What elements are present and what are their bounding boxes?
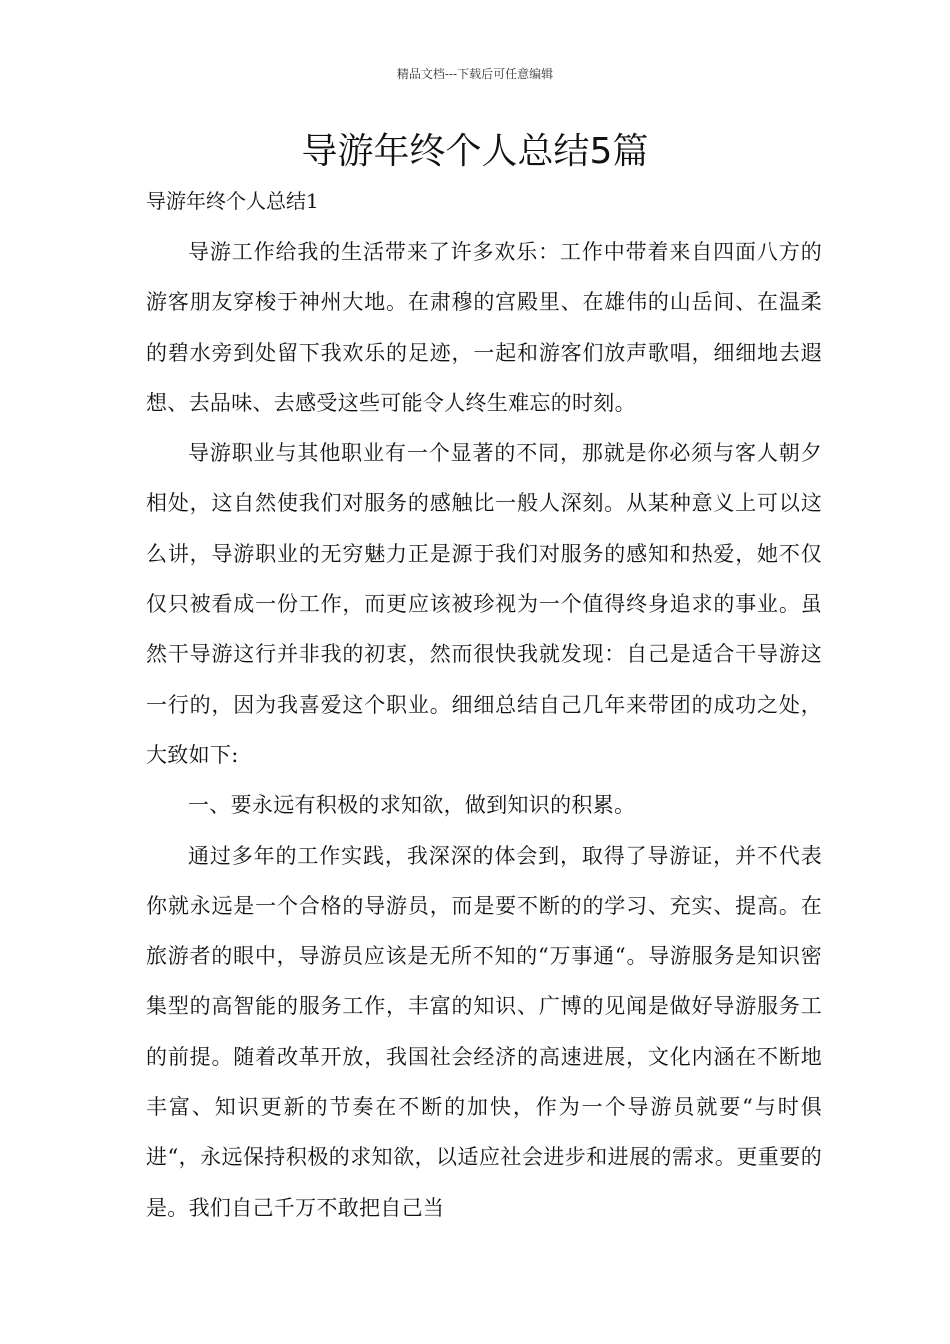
paragraph: 导游工作给我的生活带来了许多欢乐：工作中带着来自四面八方的游客朋友穿梭于神州大地。在肃穆的宫殿里、在雄伟的山岳间、在温柔的碧水旁到处留下我欢乐的足迹，一起和游客们放声歌唱，细细地去遐想、去品味、去感受这些可能令人终生难忘的时刻。 (146, 240, 822, 415)
document-title: 导游年终个人总结5篇 (301, 131, 649, 172)
paragraph: 导游职业与其他职业有一个显著的不同，那就是你必须与客人朝夕相处，这自然使我们对服务的感触比一般人深刻。从某种意义上可以这么讲，导游职业的无穷魅力正是源于我们对服务的感知和热爱，她不仅仅只被看成一份工作，而更应该被珍视为一个值得终身追求的事业。虽然干导游这行并非我的初衷，然而很快我就发现：自己是适合干导游这一行的，因为我喜爱这个职业。细细总结自己几年来带团的成功之处，大致如下: (146, 441, 822, 767)
document-body (146, 227, 822, 1233)
section-heading: 导游年终个人总结1 (146, 189, 319, 213)
page-header: 精品文档---下载后可任意编辑 (396, 67, 554, 81)
paragraph: 通过多年的工作实践，我深深的体会到，取得了导游证，并不代表你就永远是一个合格的导游员，而是要不断的的学习、充实、提高。在旅游者的眼中，导游员应该是无所不知的“万事通“。导游服务是知识密集型的高智能的服务工作，丰富的知识、广博的见闻是做好导游服务工的前提。随着改革开放，我国社会经济的高速进展，文化内涵在不断地丰富、知识更新的节奏在不断的加快，作为一个导游员就要“与时俱进“，永远保持积极的求知欲，以适应社会进步和进展的需求。更重要的是。我们自己千万不敢把自己当 (146, 843, 822, 1220)
paragraph: 一、要永远有积极的求知欲，做到知识的积累。 (188, 793, 636, 818)
